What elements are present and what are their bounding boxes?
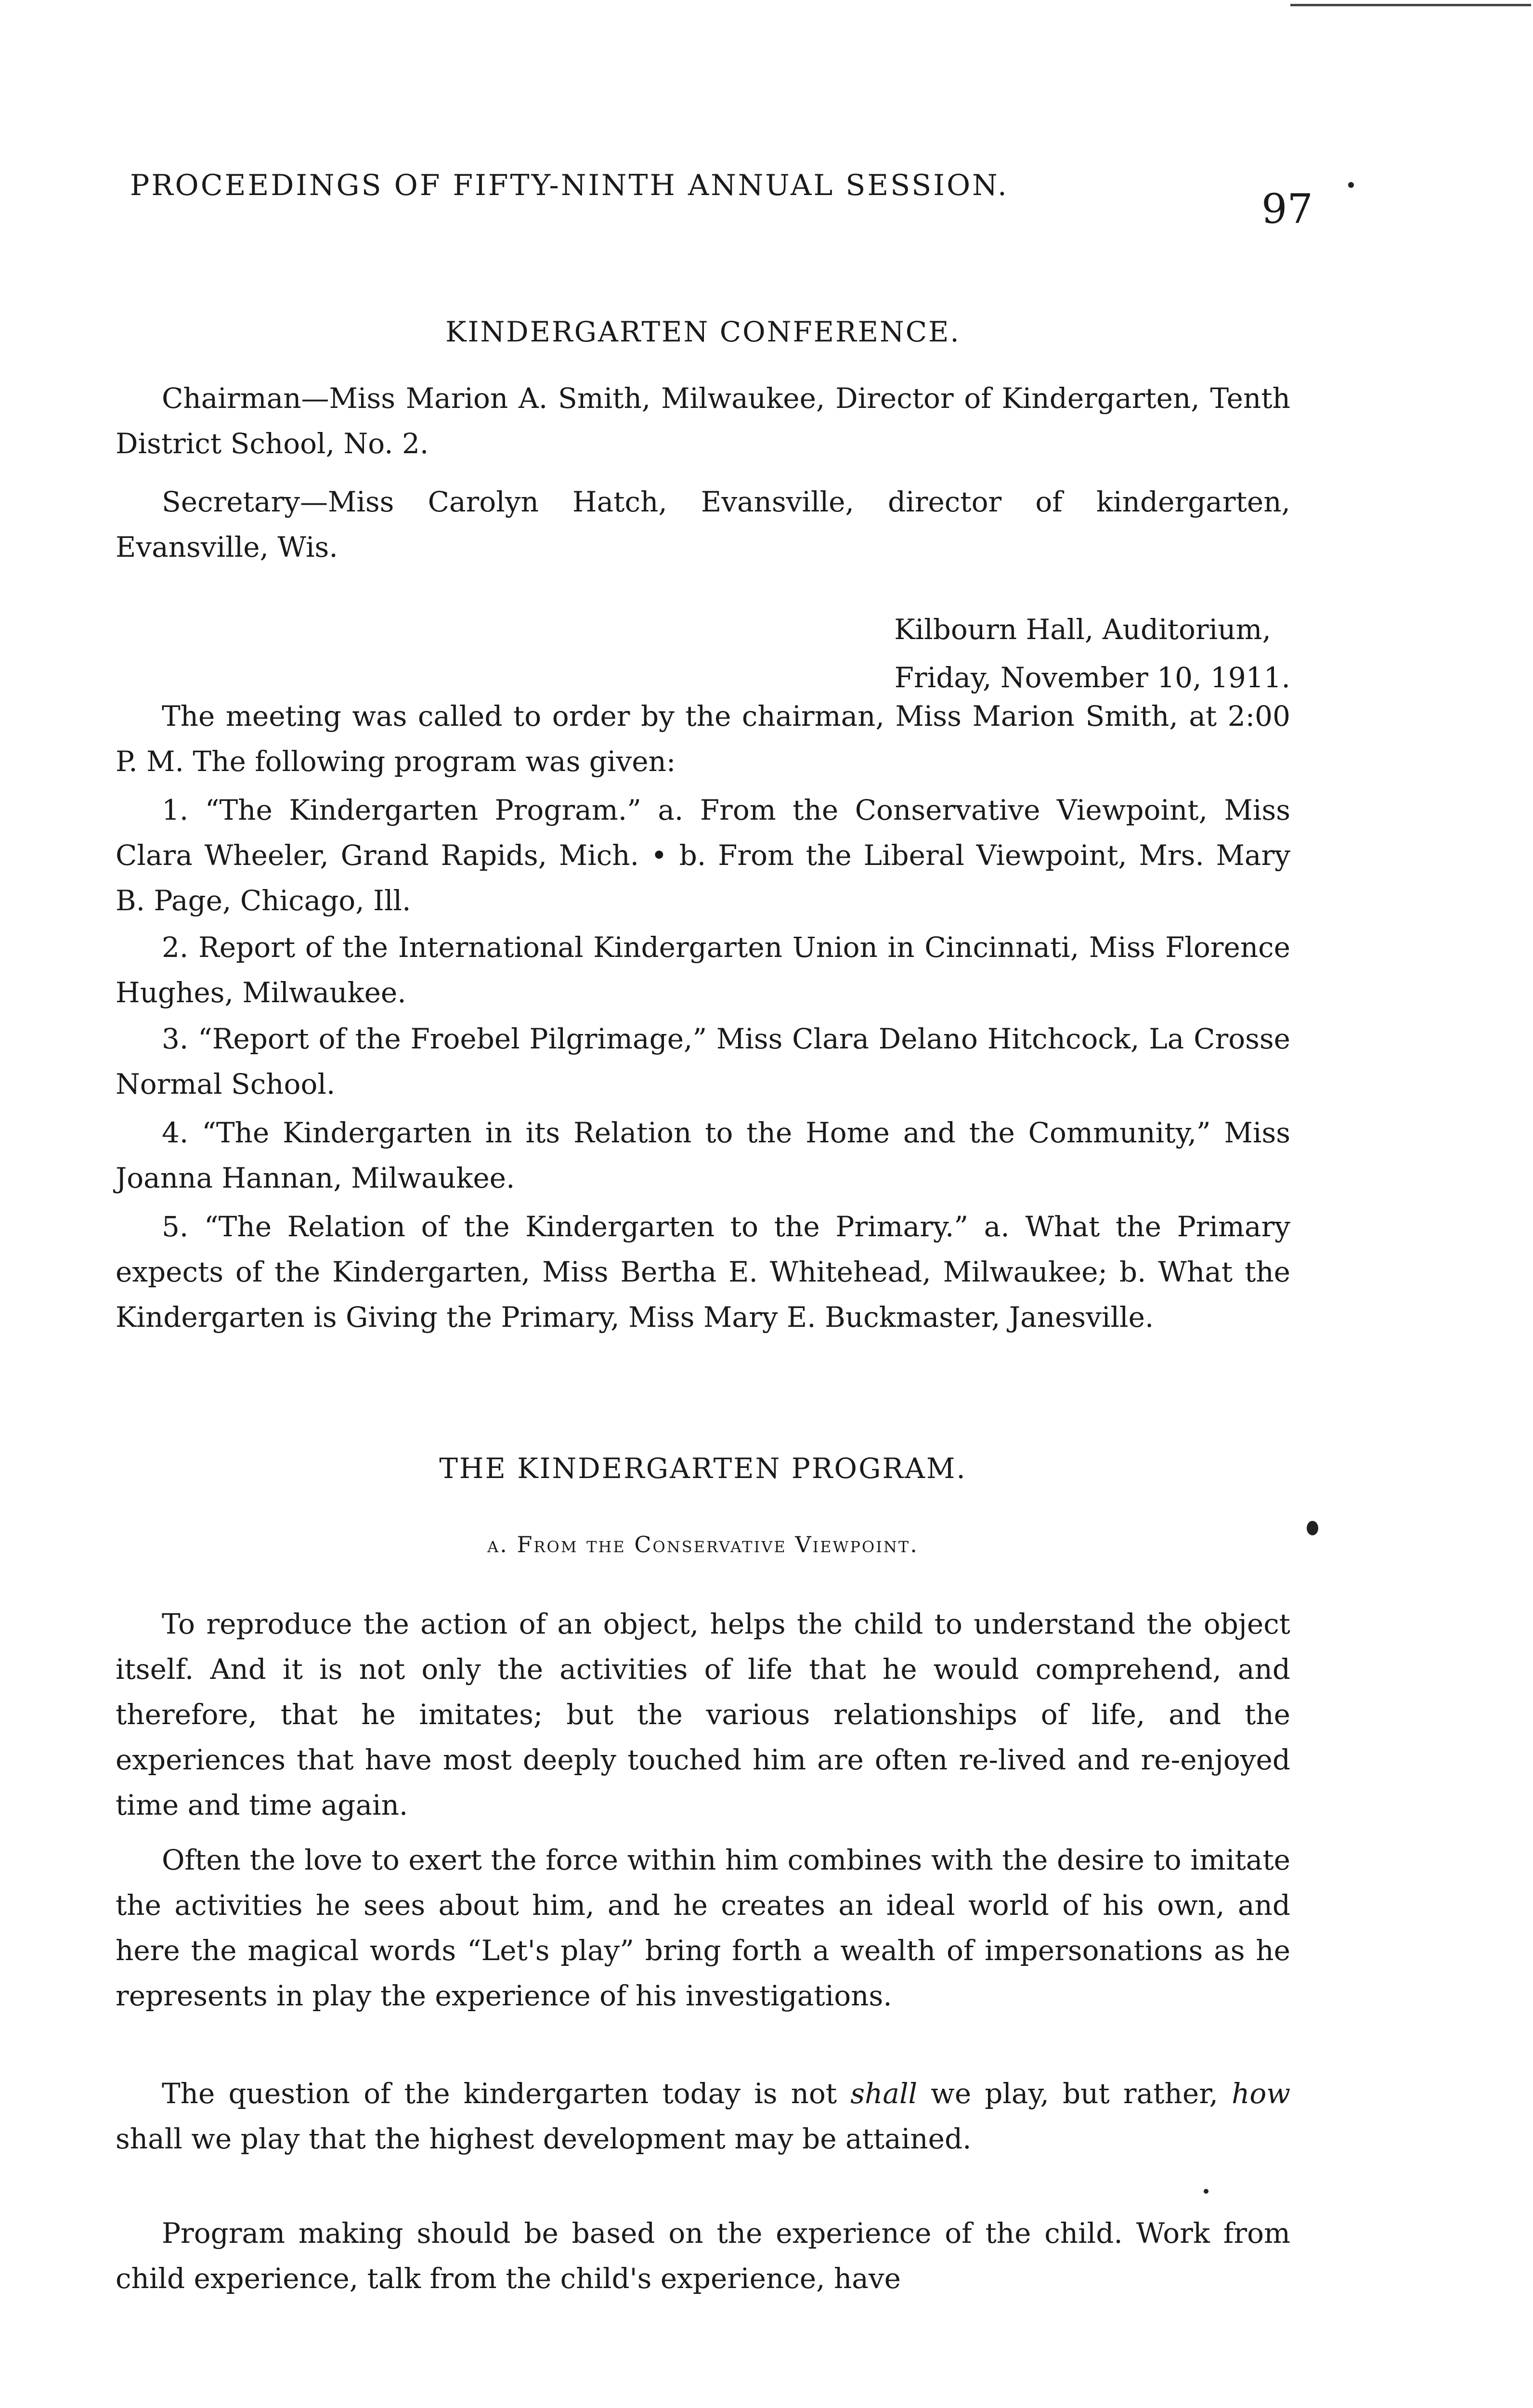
running-head-title: PROCEEDINGS OF FIFTY-NINTH ANNUAL SESSION. [130, 169, 1009, 202]
article-paragraph-1: To reproduce the action of an object, helps the child to understand the object itself. And it is not only the activities of life that he would comprehend, and therefore, that he imitates; but the various relationships of life, and the experiences that have most deeply touched him are often re-lived and re-enjoyed time and time again. [116, 1608, 1290, 1821]
conference-title: KINDERGARTEN CONFERENCE. [445, 315, 961, 348]
article-title: THE KINDERGARTEN PROGRAM. [439, 1452, 967, 1485]
paragraph-3-emphasis-shall: shall [850, 2077, 918, 2110]
program-item-2: 2. Report of the International Kindergarten Union in Cincinnati, Miss Florence Hughes, Milwaukee. [116, 931, 1290, 1009]
margin-dot-mark [1204, 2189, 1208, 2194]
chairman-paragraph: Chairman—Miss Marion A. Smith, Milwaukee, Director of Kindergarten, Tenth District School, No. 2. [116, 382, 1290, 460]
paragraph-3-part-c: shall we play that the highest development may be attained. [116, 2122, 972, 2155]
margin-dot-mark [1348, 182, 1354, 188]
program-item-1: 1. “The Kindergarten Program.” a. From the Conservative Viewpoint, Miss Clara Wheeler, Grand Rapids, Mich. • b. From the Liberal Viewpoint, Mrs. Mary B. Page, Chicago, Ill. [116, 794, 1290, 917]
article-paragraph-2: Often the love to exert the force within him combines with the desire to imitate the activities he sees about him, and he creates an ideal world of his own, and here the magical words “Let's play” bring forth a wealth of impersonations as he represents in play the experience of his investigations. [116, 1844, 1290, 2012]
article-paragraph-3 [116, 2071, 1290, 2161]
intro-paragraph: The meeting was called to order by the chairman, Miss Marion Smith, at 2:00 P. M. The following program was given: [116, 700, 1290, 778]
paragraph-3-part-b: we play, but rather, [931, 2077, 1218, 2110]
program-item-5: 5. “The Relation of the Kindergarten to the Primary.” a. What the Primary expects of the Kindergarten, Miss Bertha E. Whitehead, Milwaukee; b. What the Kindergarten is Giving the Primary, Miss Mary E. Buckmaster, Janesville. [116, 1210, 1290, 1334]
article-subheading: a. From the Conservative Viewpoint. [487, 1531, 919, 1557]
secretary-paragraph: Secretary—Miss Carolyn Hatch, Evansville, director of kindergarten, Evansville, Wis. [116, 485, 1290, 563]
paragraph-3-emphasis-how: how [1232, 2077, 1290, 2110]
paragraph-3-part-a: The question of the kindergarten today is not [162, 2077, 837, 2110]
page-number: 97 [1261, 185, 1313, 233]
page-body [116, 0, 1290, 2408]
program-item-4: 4. “The Kindergarten in its Relation to the Home and the Community,” Miss Joanna Hannan, Milwaukee. [116, 1116, 1290, 1194]
top-edge-rule [1290, 4, 1531, 6]
meeting-date: Friday, November 10, 1911. [894, 661, 1290, 694]
meeting-location: Kilbourn Hall, Auditorium, [894, 613, 1271, 646]
margin-dot-mark [1307, 1521, 1318, 1535]
article-paragraph-4: Program making should be based on the experience of the child. Work from child experience, talk from the child's experience, have [116, 2217, 1290, 2295]
program-item-3: 3. “Report of the Froebel Pilgrimage,” Miss Clara Delano Hitchcock, La Crosse Normal School. [116, 1022, 1290, 1100]
